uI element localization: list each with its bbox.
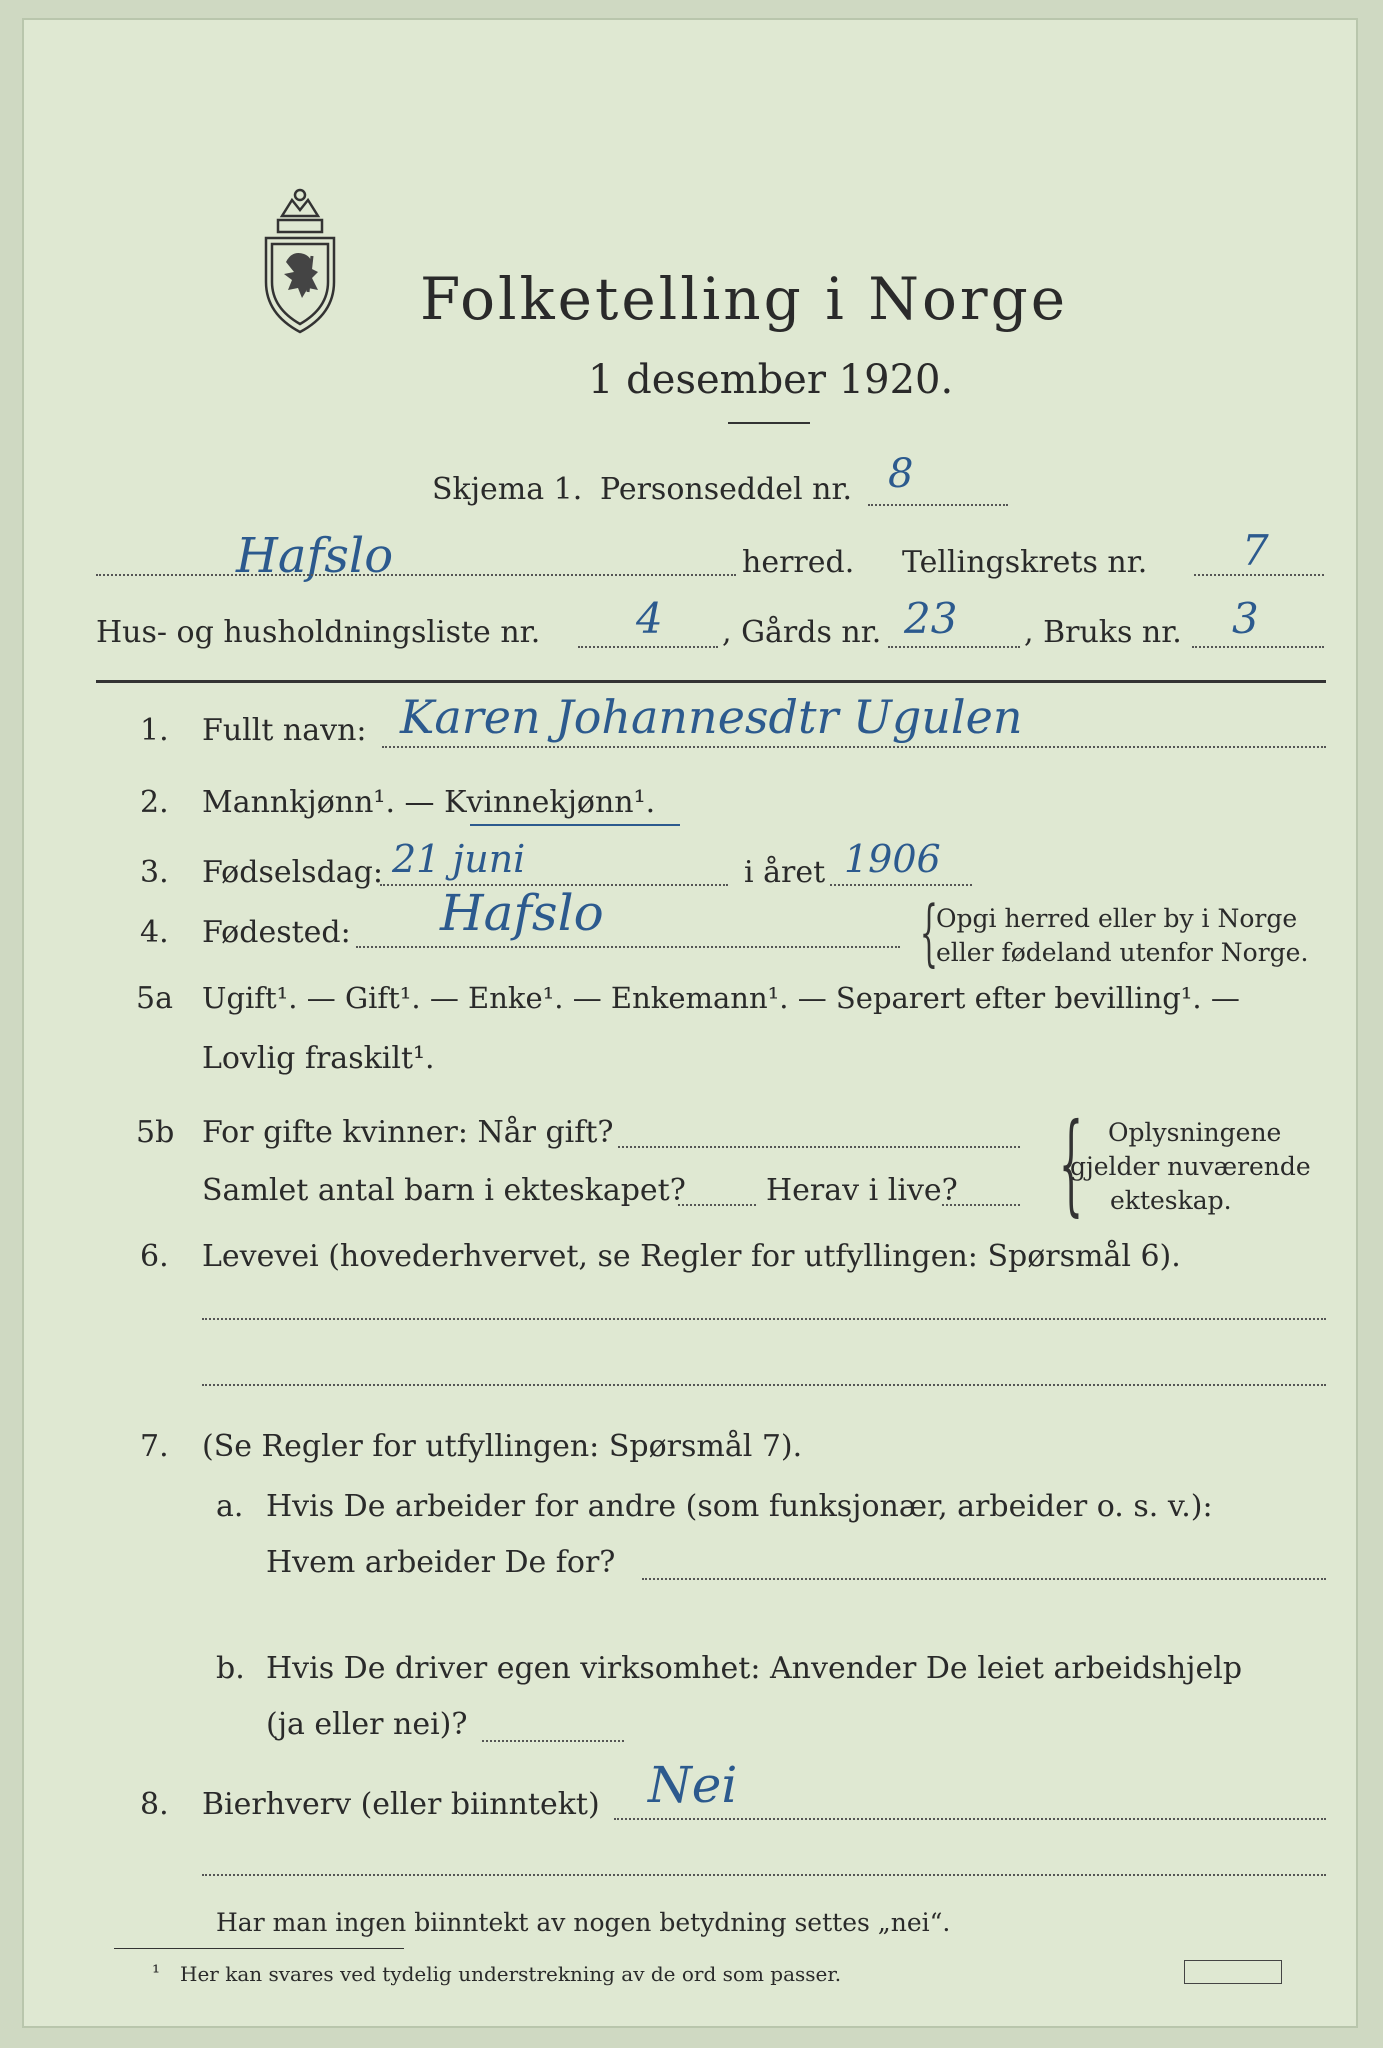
tellingskrets-label: Tellingskrets nr. [902,545,1148,580]
birthplace-field[interactable] [356,946,900,948]
q3-number: 3. [140,855,169,890]
personseddel-label: Personseddel nr. [600,472,853,507]
q1-number: 1. [140,713,169,748]
q7-number: 7. [140,1429,169,1464]
q7a-letter: a. [216,1489,244,1524]
children-count-field[interactable] [678,1204,756,1206]
q4-note-line1: Opgi herred eller by i Norge [936,904,1298,933]
q8-number: 8. [140,1787,169,1822]
q5a-options-line2: Lovlig fraskilt¹. [202,1041,435,1076]
q2-number: 2. [140,785,169,820]
q5a-number: 5a [136,981,173,1016]
q5b-note-line3: ekteskap. [1110,1186,1232,1215]
full-name-field[interactable] [382,746,1326,748]
hired-help-field[interactable] [482,1740,624,1742]
coat-of-arms-icon [252,186,348,336]
q5b-note-brace: { [1058,1099,1084,1227]
bruks-field[interactable] [1192,646,1324,648]
hus-label: Hus- og husholdningsliste nr. [96,615,541,650]
header-divider [96,680,1326,683]
birth-year-value[interactable]: 1906 [844,837,941,881]
q8-label: Bierhverv (eller biinntekt) [202,1787,600,1822]
livelihood-field-2[interactable] [202,1384,1326,1386]
hus-value[interactable]: 4 [636,594,663,643]
q6-number: 6. [140,1239,169,1274]
q5a-options-line1: Ugift¹. — Gift¹. — Enke¹. — Enkemann¹. — Separert efter bevilling¹. — [202,981,1240,1015]
q3-year-label: i året [744,855,826,890]
employer-field[interactable] [642,1578,1326,1580]
birthday-value[interactable]: 21 juni [392,837,526,881]
q2-sex-options: Mannkjønn¹. — Kvinnekjønn¹. [202,785,656,820]
q7b-line1: Hvis De driver egen virksomhet: Anvender De leiet arbeidshjelp [266,1651,1243,1686]
census-form [22,18,1358,2028]
q7b-line2: (ja eller nei)? [266,1707,468,1742]
form-title: Folketelling i Norge [420,265,1069,333]
tellingskrets-value[interactable]: 7 [1242,526,1269,575]
herred-value[interactable]: Hafslo [236,528,394,584]
bruks-label: , Bruks nr. [1024,615,1182,650]
gards-field[interactable] [888,646,1020,648]
q1-label: Fullt navn: [202,713,367,748]
side-income-field[interactable] [614,1818,1326,1820]
children-alive-field[interactable] [942,1204,1020,1206]
q5b-children-label: Samlet antal barn i ekteskapet? [202,1173,686,1208]
hus-field[interactable] [578,646,718,648]
q5b-note-line2: gjelder nuværende [1070,1152,1311,1181]
q2-kvinnekjonn-underline [470,824,680,826]
q5b-note-line1: Oplysningene [1108,1118,1282,1147]
q4-note-line2: eller fødeland utenfor Norge. [936,938,1309,967]
q4-number: 4. [140,915,169,950]
personseddel-field[interactable] [868,504,1008,506]
q7-label: (Se Regler for utfyllingen: Spørsmål 7). [202,1429,803,1464]
side-income-value[interactable]: Nei [648,1756,738,1814]
footnote-text: Her kan svares ved tydelig understrekning av de ord som passer. [180,1962,842,1986]
q3-label: Fødselsdag: [202,855,383,890]
census-date: 1 desember 1920. [588,357,954,403]
q4-note-brace: { [919,890,939,974]
bruks-value[interactable]: 3 [1232,594,1259,643]
q4-label: Fødested: [202,915,351,950]
side-income-field-2[interactable] [202,1874,1326,1876]
title-divider [728,422,810,424]
q7a-line1: Hvis De arbeider for andre (som funksjonær, arbeider o. s. v.): [266,1489,1213,1524]
skjema-label: Skjema 1. [432,472,583,507]
herred-field[interactable] [96,574,736,576]
gards-value[interactable]: 23 [904,594,958,643]
livelihood-field-1[interactable] [202,1318,1326,1320]
tellingskrets-field[interactable] [1194,574,1324,576]
personseddel-value[interactable]: 8 [888,451,914,497]
printer-stamp-icon [1184,1960,1282,1984]
footnote-mark: ¹ [152,1960,161,1984]
q6-label: Levevei (hovederhvervet, se Regler for utfyllingen: Spørsmål 6). [202,1239,1181,1274]
gards-label: , Gårds nr. [722,615,882,650]
q7a-line2: Hvem arbeider De for? [266,1545,616,1580]
full-name-value[interactable]: Karen Johannesdtr Ugulen [400,690,1023,744]
birth-year-field[interactable] [830,884,972,886]
footnote-divider [114,1948,404,1949]
q5b-married-when-label: For gifte kvinner: Når gift? [202,1115,614,1150]
footer-note: Har man ingen biinntekt av nogen betydning settes „nei“. [216,1908,951,1937]
q5b-alive-label: Herav i live? [766,1173,958,1208]
herred-label: herred. [742,545,855,580]
q5b-number: 5b [136,1115,175,1150]
birthplace-value[interactable]: Hafslo [440,884,604,942]
married-when-field[interactable] [618,1146,1020,1148]
q7b-letter: b. [216,1651,245,1686]
